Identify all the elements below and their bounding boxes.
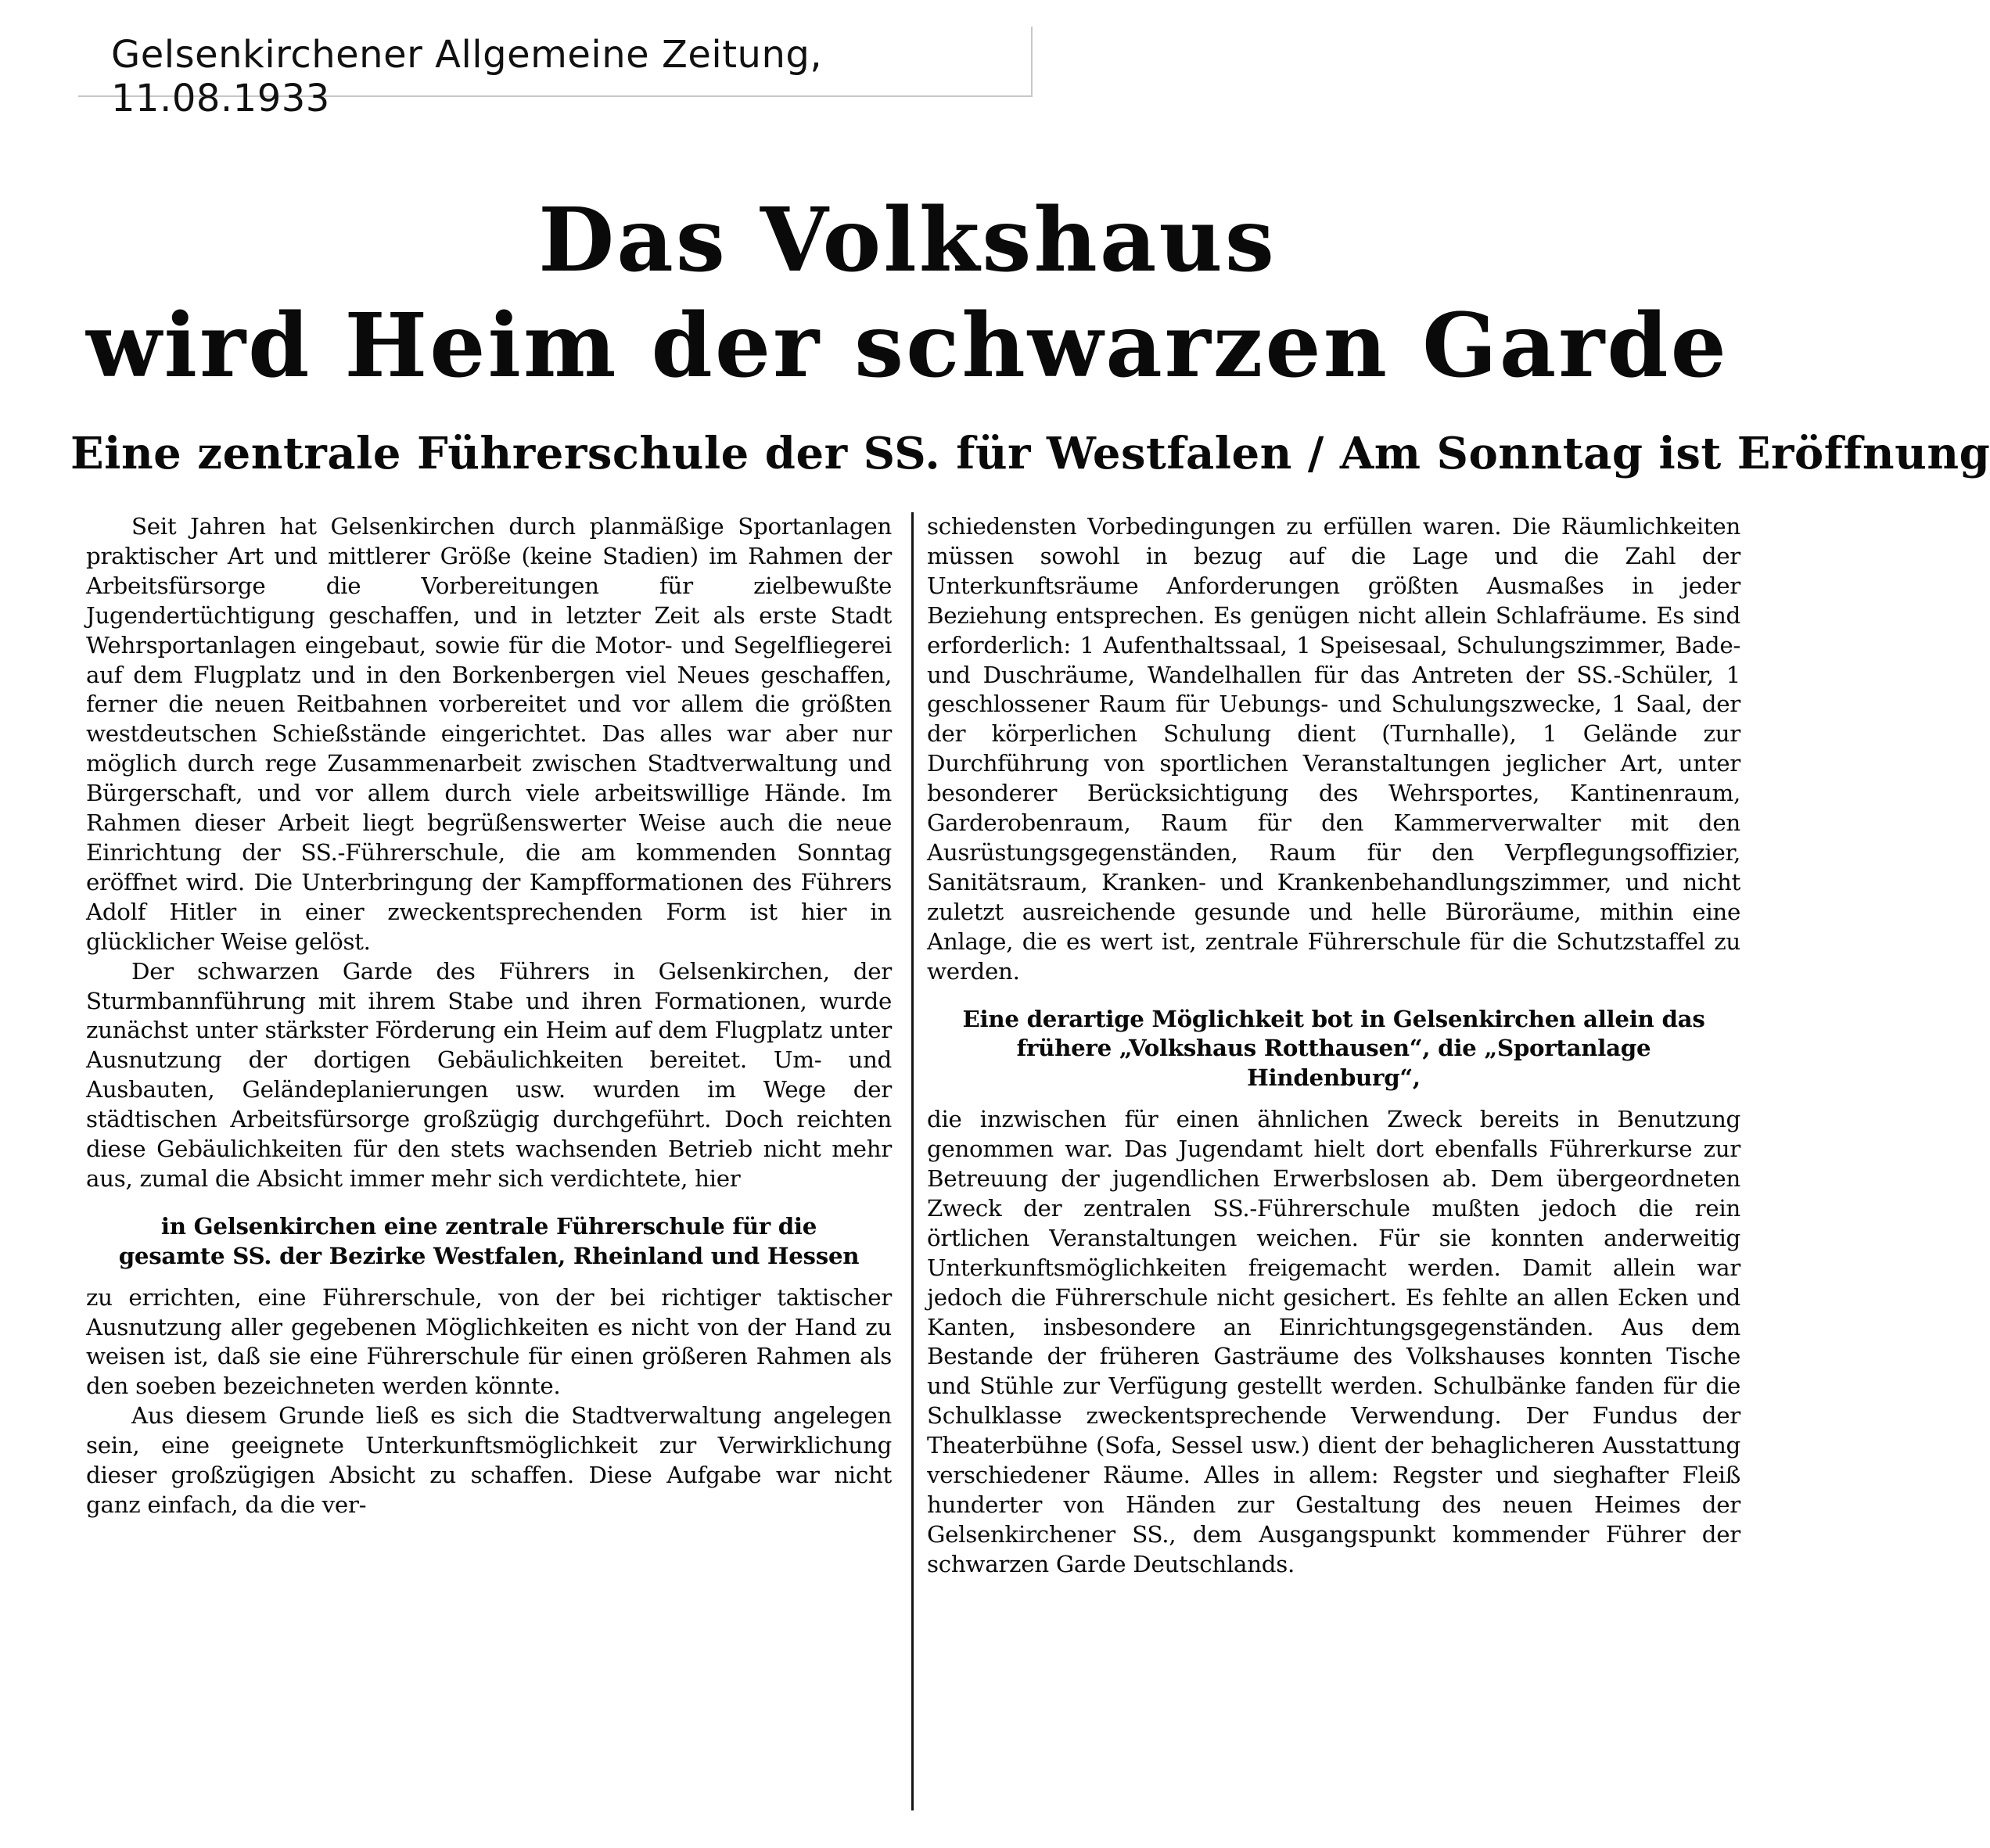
left-paragraph-3: zu errichten, eine Führerschule, von der bei richtiger taktischer Ausnutzung aller gegebenen Möglichkeiten es nicht von der Hand zu weisen ist, daß sie eine Führerschule für einen größeren Rahmen als den soeben bezeichneten werden könnte. [86, 1283, 892, 1400]
article-column-right [927, 512, 1740, 1580]
right-subheading: Eine derartige Möglichkeit bot in Gelsenkirchen allein das frühere „Volkshaus Rotthausen“, die „Sportanlage Hindenburg“, [962, 1004, 1705, 1092]
right-paragraph-1: schiedensten Vorbedingungen zu erfüllen waren. Die Räumlichkeiten müssen sowohl in bezug auf die Lage und die Zahl der Unterkunftsräume Anforderungen größten Ausmaßes in jeder Beziehung entsprechen. Es genügen nicht allein Schlafräume. Es sind erforderlich: 1 Aufenthaltssaal, 1 Speisesaal, Schulungszimmer, Bade- und Duschräume, Wandelhallen für das Antreten der SS.-Schüler, 1 geschlossener Raum für Uebungs- und Schulungszwecke, 1 Saal, der der körperlichen Schulung dient (Turnhalle), 1 Gelände zur Durchführung von sportlichen Veranstaltungen jeglicher Art, unter besonderer Berücksichtigung des Wehrsportes, Kantinenraum, Garderobenraum, Raum für den Kammerverwalter mit den Ausrüstungsgegenständen, Raum für den Verpflegungsoffizier, Sanitätsraum, Kranken- und Krankenbehandlungszimmer, und nicht zuletzt ausreichende gesunde und helle Büroräume, mithin eine Anlage, die es wert ist, zentrale Führerschule für die Schutzstaffel zu werden. [927, 513, 1740, 985]
subheadline: Eine zentrale Führerschule der SS. für Westfalen / Am Sonntag ist Eröffnung [70, 428, 1990, 479]
right-paragraph-2: die inzwischen für einen ähnlichen Zweck bereits in Benutzung genommen war. Das Jugendamt hielt dort ebenfalls Führerkurse zur Betreuung der jugendlichen Erwerbslosen ab. Dem übergeordneten Zweck der zentralen SS.-Führerschule mußten jedoch die rein örtlichen Veranstaltungen weichen. Für sie konnten anderweitig Unterkunftsmöglichkeiten freigemacht werden. Damit allein war jedoch die Führerschule nicht gesichert. Es fehlte an allen Ecken und Kanten, insbesondere an Einrichtungsgegenständen. Aus dem Bestande der früheren Gasträume des Volkshauses konnten Tische und Stühle zur Verfügung gestellt werden. Schulbänke fanden für die Schulklasse zweckentsprechende Verwendung. Der Fundus der Theaterbühne (Sofa, Sessel usw.) dient der behaglicheren Ausstattung verschiedener Räume. Alles in allem: Regster und sieghafter Fleiß hunderter von Händen zur Gestaltung des neuen Heimes der Gelsenkirchener SS., dem Ausgangspunkt kommender Führer der schwarzen Garde Deutschlands. [927, 1106, 1740, 1577]
source-label: Gelsenkirchener Allgemeine Zeitung, 11.08.1933 [78, 27, 1033, 97]
article-column-left [86, 512, 892, 1520]
headline-line-2: wird Heim der schwarzen Garde [86, 295, 1729, 397]
left-paragraph-2: Der schwarzen Garde des Führers in Gelsenkirchen, der Sturmbannführung mit ihrem Stabe und ihren Formationen, wurde zunächst unter stärkster Förderung ein Heim auf dem Flugplatz unter Ausnutzung der dortigen Gebäulichkeiten bereitet. Um- und Ausbauten, Geländeplanierungen usw. wurden im Wege der städtischen Arbeitsfürsorge großzügig durchgeführt. Doch reichten diese Gebäulichkeiten für den stets wachsenden Betrieb nicht mehr aus, zumal die Absicht immer mehr sich verdichtete, hier [86, 957, 892, 1192]
newspaper-clipping [70, 117, 1990, 1830]
headline [70, 188, 1744, 399]
left-subheading: in Gelsenkirchen eine zentrale Führerschule für die gesamte SS. der Bezirke Westfalen, Rheinland und Hessen [118, 1211, 860, 1269]
left-paragraph-1: Seit Jahren hat Gelsenkirchen durch planmäßige Sportanlagen praktischer Art und mittlerer Größe (keine Stadien) im Rahmen der Arbeitsfürsorge die Vorbereitungen für zielbewußte Jugendertüchtigung geschaffen, und in letzter Zeit als erste Stadt Wehrsportanlagen eingebaut, sowie für die Motor- und Segelfliegerei auf dem Flugplatz und in den Borkenbergen viel Neues geschaffen, ferner die neuen Reitbahnen vorbereitet und vor allem die größten westdeutschen Schießstände eingerichtet. Das alles war aber nur möglich durch rege Zusammenarbeit zwischen Stadtverwaltung und Bürgerschaft, und vor allem durch viele arbeitswillige Hände. Im Rahmen dieser Arbeit liegt begrüßenswerter Weise auch die neue Einrichtung der SS.-Führerschule, die am kommenden Sonntag eröffnet wird. Die Unterbringung der Kampfformationen des Führers Adolf Hitler in einer zweckentsprechenden Form ist hier in glücklicher Weise gelöst. [86, 513, 892, 955]
column-divider [911, 512, 914, 1810]
left-paragraph-4: Aus diesem Grunde ließ es sich die Stadtverwaltung angelegen sein, eine geeignete Unterkunftsmöglichkeit zur Verwirklichung dieser großzügigen Absicht zu schaffen. Diese Aufgabe war nicht ganz einfach, da die ver- [86, 1402, 892, 1518]
headline-line-1: Das Volkshaus [538, 189, 1277, 292]
